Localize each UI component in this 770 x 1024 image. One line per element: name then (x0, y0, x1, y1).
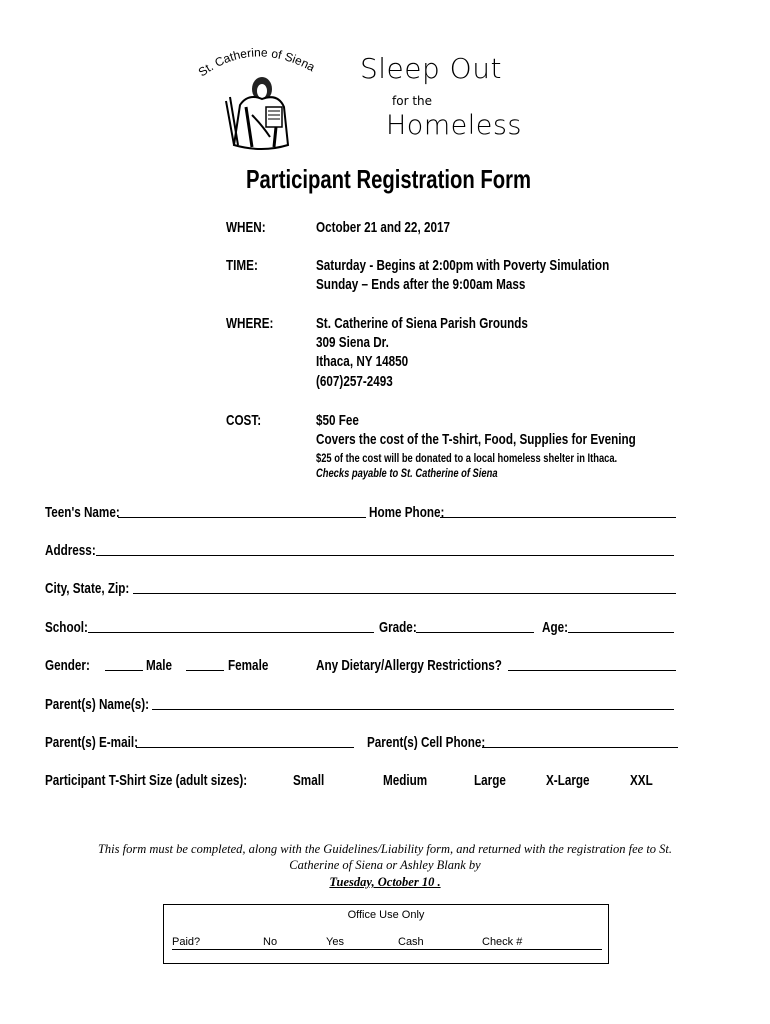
age-field[interactable] (568, 632, 674, 633)
footer-line-2: Catherine of Siena or Ashley Blank by (289, 858, 481, 872)
where-line-4: (607)257-2493 (316, 373, 393, 390)
office-no[interactable]: No (263, 936, 278, 948)
brand-sleep-out: Sleep Out (360, 52, 502, 85)
svg-text:St. Catherine of Siena (196, 45, 318, 79)
office-use-title: Office Use Only (347, 909, 425, 921)
cost-label: COST: (226, 412, 262, 429)
office-paid-line[interactable] (172, 949, 602, 950)
home-phone-field[interactable] (440, 517, 676, 518)
when-value: October 21 and 22, 2017 (316, 219, 450, 236)
tshirt-label: Participant T-Shirt Size (adult sizes): (45, 772, 248, 789)
saint-figure-icon (190, 45, 330, 155)
parent-cell-label: Parent(s) Cell Phone: (367, 734, 486, 751)
where-line-3: Ithaca, NY 14850 (316, 353, 409, 370)
cost-line-4: Checks payable to St. Catherine of Siena (316, 466, 498, 480)
school-field[interactable] (88, 632, 374, 633)
brand-for-the: for the (392, 94, 433, 108)
female-label: Female (228, 657, 269, 674)
cost-line-3: $25 of the cost will be donated to a local homeless shelter in Ithaca. (316, 451, 618, 465)
grade-label: Grade: (379, 619, 417, 636)
parish-logo (190, 45, 330, 155)
gender-label: Gender: (45, 657, 90, 674)
city-state-zip-field[interactable] (133, 593, 676, 594)
where-line-1: St. Catherine of Siena Parish Grounds (316, 315, 528, 332)
parent-names-field[interactable] (152, 709, 674, 710)
office-cash[interactable]: Cash (398, 936, 424, 948)
time-label: TIME: (226, 257, 258, 274)
size-x-large[interactable]: X-Large (546, 772, 590, 789)
address-field[interactable] (96, 555, 674, 556)
office-yes[interactable]: Yes (326, 936, 344, 948)
parent-names-label: Parent(s) Name(s): (45, 696, 150, 713)
office-check[interactable]: Check # (482, 936, 523, 948)
where-label: WHERE: (226, 315, 274, 332)
home-phone-label: Home Phone: (369, 504, 445, 521)
size-medium[interactable]: Medium (383, 772, 428, 789)
parent-email-label: Parent(s) E-mail: (45, 734, 138, 751)
parent-cell-field[interactable] (482, 747, 678, 748)
male-label: Male (146, 657, 173, 674)
female-checkbox-line[interactable] (186, 670, 224, 671)
page-title: Participant Registration Form (246, 164, 532, 194)
parent-email-field[interactable] (136, 747, 354, 748)
male-checkbox-line[interactable] (105, 670, 143, 671)
time-line-2: Sunday – Ends after the 9:00am Mass (316, 276, 526, 293)
age-label: Age: (542, 619, 569, 636)
grade-field[interactable] (416, 632, 534, 633)
teen-name-field[interactable] (118, 517, 366, 518)
size-small[interactable]: Small (293, 772, 325, 789)
brand-homeless: Homeless (386, 110, 522, 141)
footer-line-1: This form must be completed, along with the Guidelines/Liability form, and returned with the registration fee to St. (97, 842, 673, 856)
footer-deadline: Tuesday, October 10 . (329, 875, 441, 889)
dietary-label: Any Dietary/Allergy Restrictions? (316, 657, 502, 674)
size-large[interactable]: Large (474, 772, 506, 789)
when-label: WHEN: (226, 219, 266, 236)
where-line-2: 309 Siena Dr. (316, 334, 389, 351)
cost-line-1: $50 Fee (316, 412, 359, 429)
office-paid-label: Paid? (172, 936, 201, 948)
office-use-box (163, 904, 609, 964)
logo-arc-text: St. Catherine of Siena (195, 45, 318, 80)
time-line-1: Saturday - Begins at 2:00pm with Poverty Simulation (316, 257, 610, 274)
dietary-field[interactable] (508, 670, 676, 671)
school-label: School: (45, 619, 88, 636)
cost-line-2: Covers the cost of the T-shirt, Food, Supplies for Evening (316, 431, 636, 448)
size-xxl[interactable]: XXL (630, 772, 653, 789)
city-state-zip-label: City, State, Zip: (45, 580, 130, 597)
teen-name-label: Teen's Name: (45, 504, 120, 521)
address-label: Address: (45, 542, 96, 559)
